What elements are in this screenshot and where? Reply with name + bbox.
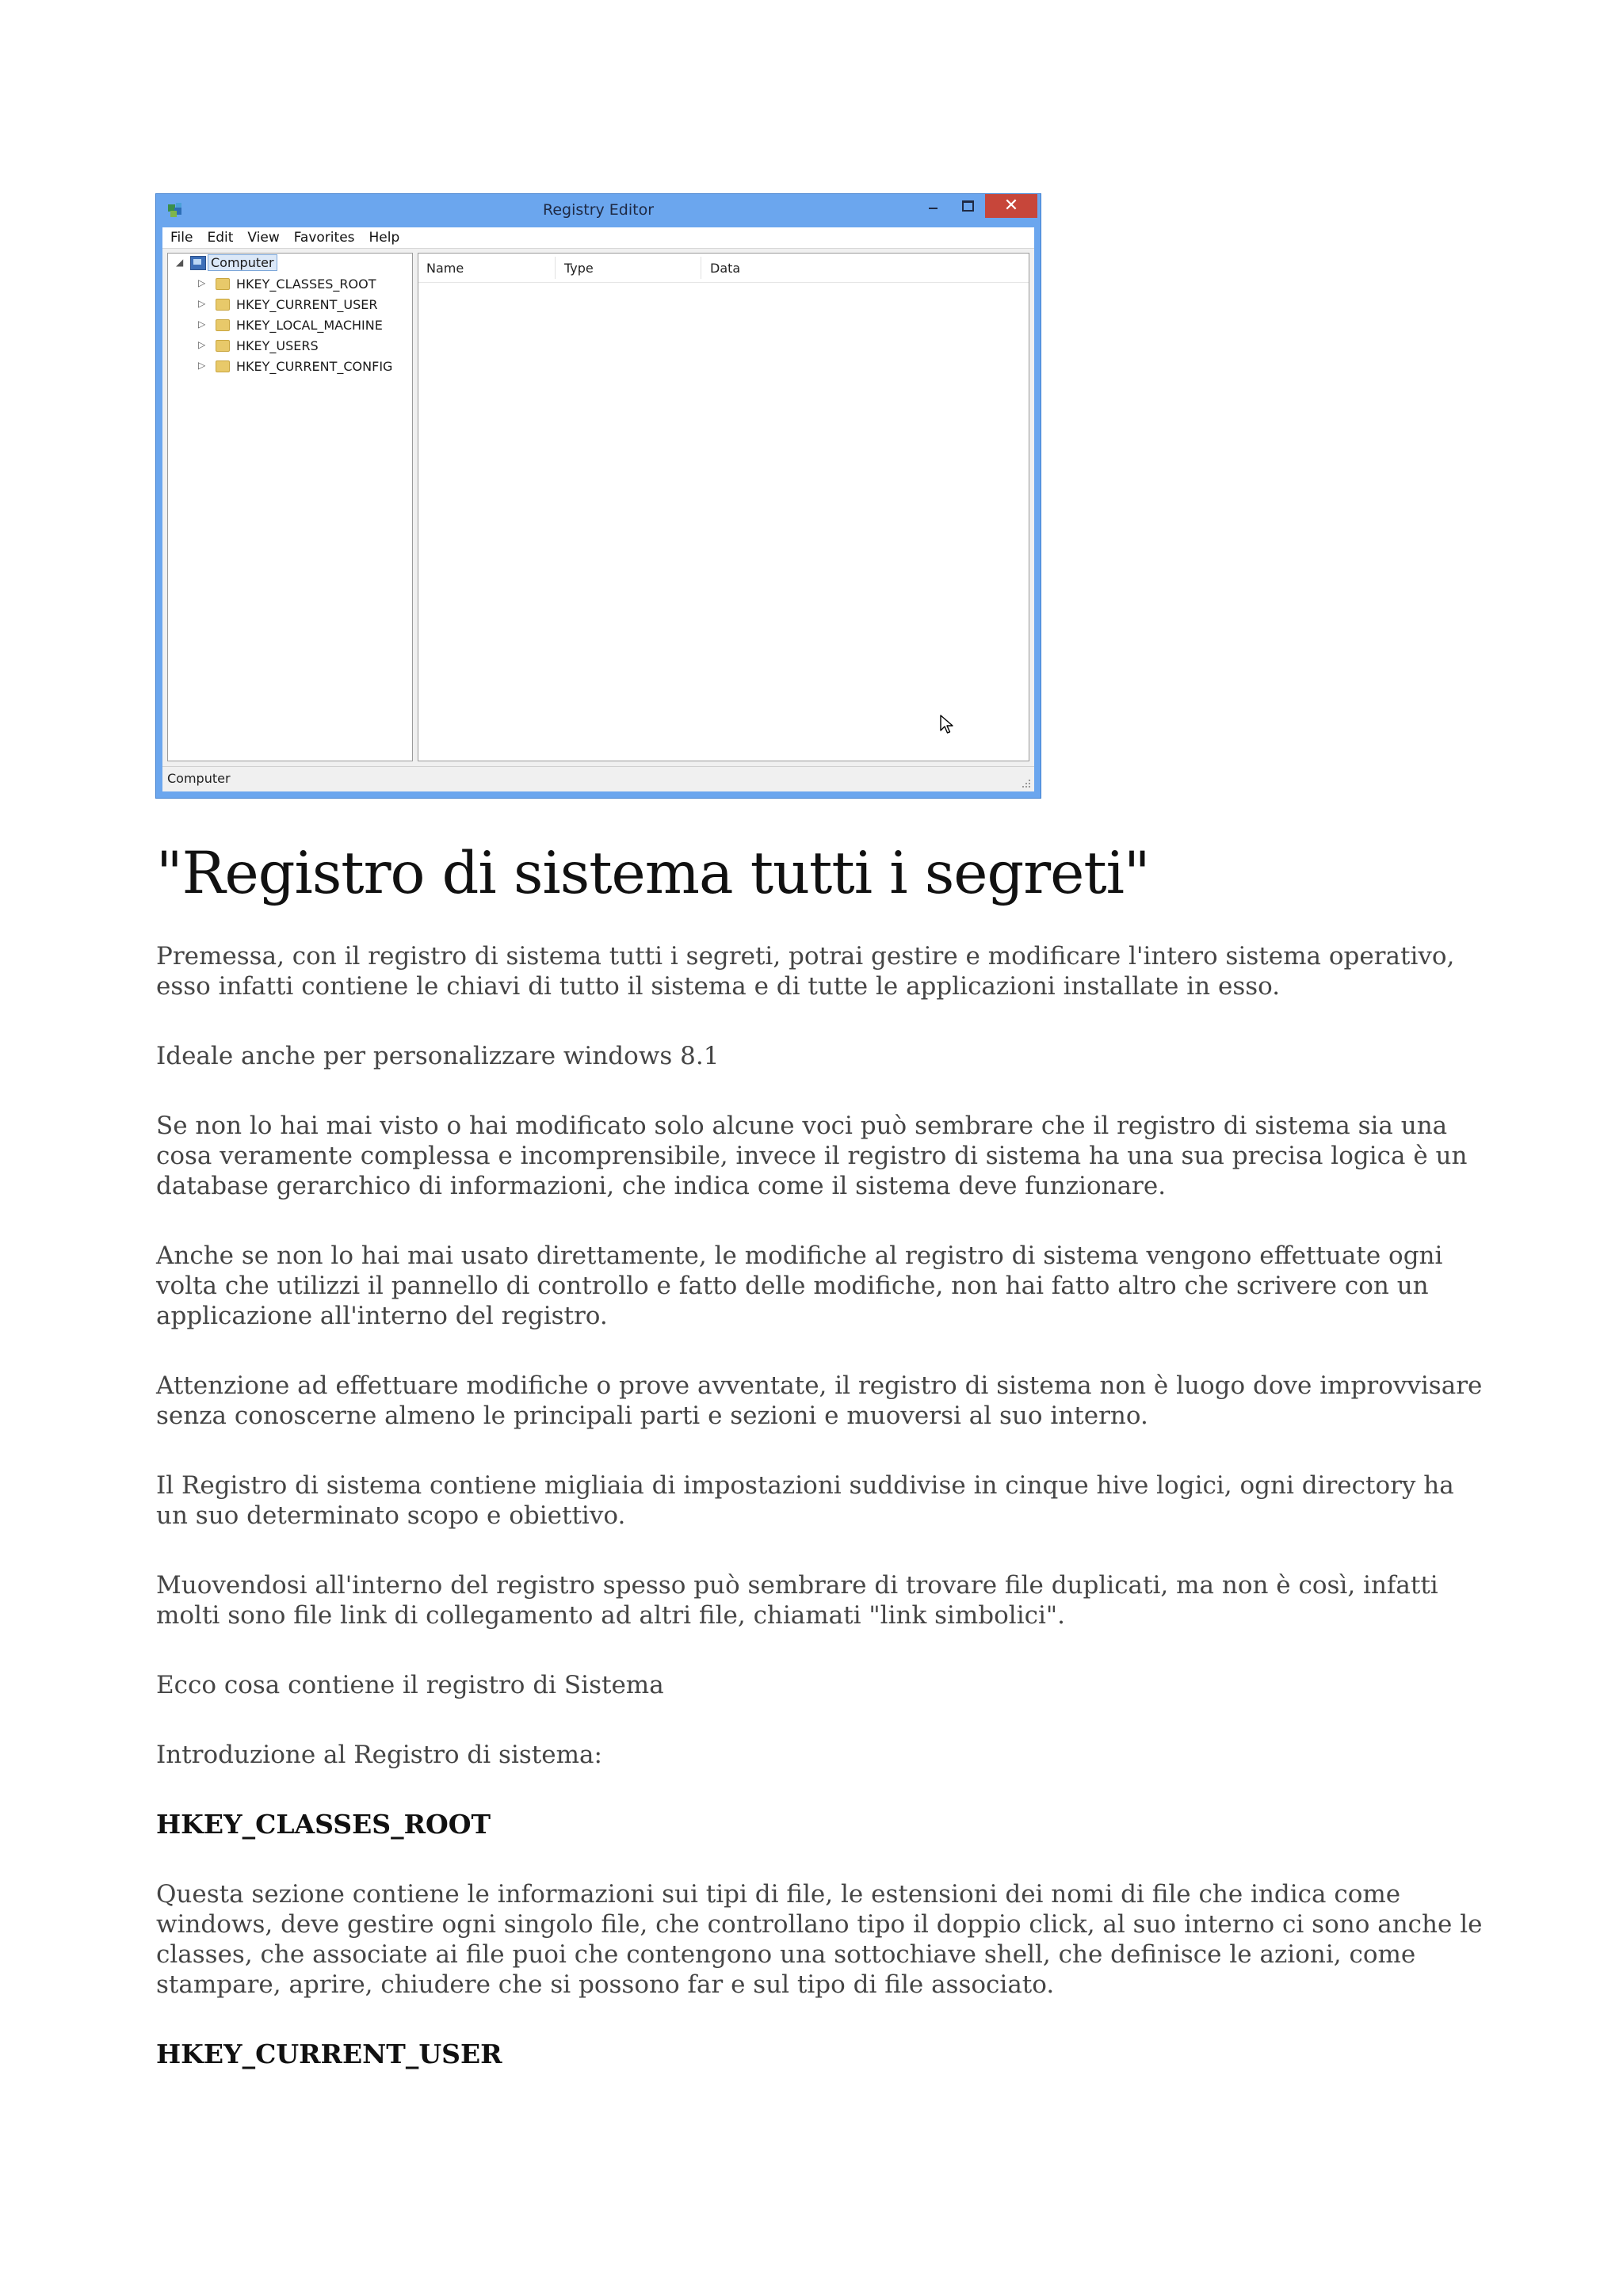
window-client [162,227,1034,791]
tree-item-label[interactable]: HKEY_USERS [236,338,319,353]
folder-icon [216,340,230,352]
list-header [418,254,1029,283]
collapse-arrow-icon[interactable]: ◢ [176,257,184,268]
menu-file[interactable]: File [170,230,193,246]
tree-item-label[interactable]: HKEY_CLASSES_ROOT [236,277,376,292]
folder-icon [216,360,230,372]
tree-item-hkey-users[interactable] [198,338,404,357]
expand-arrow-icon[interactable]: ▷ [198,277,206,288]
paragraph-warning: Attenzione ad effettuare modifiche o prove avventate, il registro di sistema non è luogo dove improvvisare senza conoscerne almeno le principali parti e sezioni e muoversi al suo interno. [156,1371,1483,1430]
title-bar [156,194,1041,227]
folder-icon [216,299,230,311]
tree-item-hkey-current-user[interactable] [198,296,404,315]
paragraph-intro: Premessa, con il registro di sistema tutti i segreti, potrai gestire e modificare l'intero sistema operativo, esso infatti contiene le chiavi di tutto il sistema e di tutte le applicazioni installate in esso. [156,942,1455,1001]
mouse-cursor-icon [940,715,954,735]
folder-icon [216,319,230,331]
resize-grip-icon[interactable] [1022,779,1031,788]
expand-arrow-icon[interactable]: ▷ [198,339,206,350]
expand-arrow-icon[interactable]: ▷ [198,360,206,371]
tree-item-hkey-local-machine[interactable] [198,317,404,336]
paragraph-classes-root: Questa sezione contiene le informazioni sui tipi di file, le estensioni dei nomi di file che indica come windows, deve gestire ogni singolo file, che controllano tipo il doppio click, al suo interno ci sono anche le classes, che associate ai file puoi che contengono una sottochiave shell, che definisce le azioni, come stampare, aprire, chiudere che si possono far e sul tipo di file associato. [156,1880,1483,1999]
article-title: "Registro di sistema tutti i segreti" [156,840,1150,907]
menu-help[interactable]: Help [369,230,400,246]
paragraph-symlinks: Muovendosi all'interno del registro spesso può sembrare di trovare file duplicati, ma non è così, infatti molti sono file link di collegamento ad altri file, chiamati "link simbolici". [156,1571,1438,1630]
paragraph-contents: Ecco cosa contiene il registro di Sistema [156,1671,664,1699]
status-path: Computer [167,771,231,786]
column-name[interactable]: Name [426,261,464,276]
registry-editor-screenshot [155,193,1041,799]
paragraph-windows: Ideale anche per personalizzare windows 8.1 [156,1042,720,1070]
menu-favorites[interactable]: Favorites [293,230,355,246]
expand-arrow-icon[interactable]: ▷ [198,318,206,330]
tree-item-label[interactable]: HKEY_CURRENT_USER [236,297,378,312]
computer-icon [190,256,206,270]
menu-edit[interactable]: Edit [207,230,234,246]
close-icon: ✕ [1003,196,1019,215]
tree-root-label[interactable]: Computer [208,254,277,271]
tree-root-computer[interactable] [176,255,406,274]
column-divider[interactable] [555,257,556,279]
paragraph-logic: Se non lo hai mai visto o hai modificato solo alcune voci può sembrare che il registro di sistema sia una cosa veramente complessa e incomprensibile, invece il registro di sistema ha una sua precisa logica è un database gerarchico di informazioni, che indica come il sistema deve funzionare. [156,1112,1468,1200]
tree-item-label[interactable]: HKEY_LOCAL_MACHINE [236,318,383,333]
tree-item-label[interactable]: HKEY_CURRENT_CONFIG [236,359,393,374]
column-data[interactable]: Data [710,261,741,276]
article [156,836,1487,2109]
paragraph-hives: Il Registro di sistema contiene migliaia di impostazioni suddivise in cinque hive logici, ogni directory ha un suo determinato scopo e obiettivo. [156,1471,1454,1530]
tree-item-hkey-current-config[interactable] [198,358,404,377]
column-type[interactable]: Type [564,261,594,276]
menu-bar [162,227,1034,249]
window-title: Registry Editor [542,201,655,219]
section-heading-classes-root: HKEY_CLASSES_ROOT [156,1809,491,1840]
section-heading-current-user: HKEY_CURRENT_USER [156,2039,502,2069]
expand-arrow-icon[interactable]: ▷ [198,298,206,309]
paragraph-introduction: Introduzione al Registro di sistema: [156,1741,602,1769]
tree-item-hkey-classes-root[interactable] [198,276,404,295]
folder-icon [216,278,230,290]
values-list-pane[interactable] [418,253,1029,761]
maximize-button[interactable] [950,194,985,218]
paragraph-control-panel: Anche se non lo hai mai usato direttamente, le modifiche al registro di sistema vengono effettuate ogni volta che utilizzi il pannello di controllo e fatto delle modifiche, non hai fatto altro che scrivere con un applicazione all'interno del registro. [156,1241,1443,1330]
key-tree-pane[interactable] [167,253,413,761]
close-button[interactable] [985,194,1037,218]
status-bar [162,766,1034,791]
minimize-button[interactable] [915,194,950,218]
menu-view[interactable]: View [247,230,280,246]
